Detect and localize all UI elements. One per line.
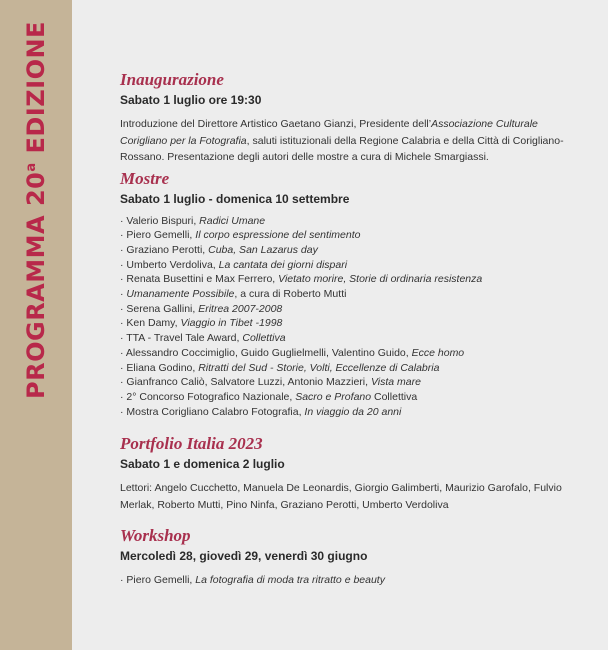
list-item bbox=[120, 228, 570, 243]
item-work-title: Collettiva bbox=[242, 332, 286, 345]
list-item bbox=[120, 243, 570, 258]
section-title: Portfolio Italia 2023 bbox=[120, 434, 263, 454]
workshop-list bbox=[120, 573, 570, 588]
association-name: Associazione Culturale Corigliano per la Fotografia bbox=[120, 118, 538, 147]
sidebar bbox=[0, 0, 72, 650]
section-description bbox=[120, 116, 570, 166]
item-author: · bbox=[120, 288, 127, 301]
section-inaugurazione bbox=[120, 70, 570, 166]
section-mostre bbox=[120, 169, 570, 420]
edition-title-end: EDIZIONE bbox=[22, 21, 50, 163]
item-work-title: Umanamente Possibile bbox=[126, 288, 235, 301]
list-item bbox=[120, 405, 570, 420]
section-date: Mercoledì 28, giovedì 29, venerdì 30 giugno bbox=[120, 549, 368, 564]
list-item bbox=[120, 316, 570, 331]
list-item bbox=[120, 272, 570, 287]
list-item bbox=[120, 390, 570, 405]
list-item bbox=[120, 346, 570, 361]
list-item bbox=[120, 375, 570, 390]
description-text: , saluti istituzionali della Regione Calabria e della Città di Corigliano-Rossano. Presentazione degli autori delle mostre a cura di Michele Smargiassi. bbox=[120, 134, 564, 163]
item-work-title: Vista mare bbox=[370, 376, 421, 389]
list-item bbox=[120, 302, 570, 317]
item-author: · Ken Damy, bbox=[120, 317, 181, 330]
item-work-title: In viaggio da 20 anni bbox=[304, 405, 402, 418]
list-item bbox=[120, 331, 570, 346]
item-author: · Valerio Bispuri, bbox=[120, 214, 200, 227]
list-item bbox=[120, 287, 570, 302]
item-work-title: Cuba, San Lazarus day bbox=[208, 243, 318, 256]
item-author: Collettiva bbox=[371, 390, 418, 403]
item-work-title: Radici Umane bbox=[199, 214, 266, 227]
item-author: · Eliana Godino, bbox=[120, 361, 199, 374]
section-portfolio bbox=[120, 434, 570, 513]
description-text: Introduzione del Direttore Artistico Gaetano Gianzi, Presidente dell’ bbox=[120, 118, 432, 130]
item-author: · Graziano Perotti, bbox=[120, 243, 209, 256]
section-title: Workshop bbox=[120, 526, 191, 546]
item-work-title: Ecce homo bbox=[411, 346, 465, 359]
item-work-title: Eritrea 2007-2008 bbox=[198, 302, 283, 315]
section-description: Lettori: Angelo Cucchetto, Manuela De Leonardis, Giorgio Galimberti, Maurizio Garofalo, Fulvio Merlak, Roberto Mutti, Pino Ninfa, Graziano Perotti, Umberto Verdoliva bbox=[120, 482, 562, 511]
list-item bbox=[120, 573, 570, 588]
exhibitions-list bbox=[120, 214, 570, 420]
item-work-title: Sacro e Profano bbox=[295, 390, 372, 403]
item-work-title: Vietato morire, Storie di ordinaria resistenza bbox=[278, 273, 483, 286]
edition-title bbox=[24, 21, 48, 399]
item-work-title: Il corpo espressione del sentimento bbox=[195, 229, 361, 242]
item-author: , a cura di Roberto Mutti bbox=[234, 288, 347, 301]
edition-title-main: PROGRAMMA 20 bbox=[22, 171, 50, 399]
item-author: · Gianfranco Caliò, Salvatore Luzzi, Antonio Mazzieri, bbox=[120, 376, 371, 389]
item-author: · Piero Gemelli, bbox=[120, 229, 196, 242]
section-date: Sabato 1 luglio ore 19:30 bbox=[120, 93, 262, 107]
list-item bbox=[120, 258, 570, 273]
list-item bbox=[120, 361, 570, 376]
item-author: · Renata Busettini e Max Ferrero, bbox=[120, 273, 279, 286]
item-author: · Umberto Verdoliva, bbox=[120, 258, 219, 271]
item-author: · Alessandro Coccimiglio, Guido Guglielmelli, Valentino Guido, bbox=[120, 346, 412, 359]
section-title: Inaugurazione bbox=[120, 70, 224, 89]
item-author: · Serena Gallini, bbox=[120, 302, 199, 315]
section-date: Sabato 1 luglio - domenica 10 settembre bbox=[120, 191, 350, 206]
section-date: Sabato 1 e domenica 2 luglio bbox=[120, 457, 285, 472]
item-author: · 2° Concorso Fotografico Nazionale, bbox=[120, 390, 296, 403]
item-work-title: La fotografia di moda tra ritratto e beauty bbox=[195, 574, 385, 587]
item-author: · Piero Gemelli, bbox=[120, 574, 196, 587]
item-author: · TTA - Travel Tale Award, bbox=[120, 332, 243, 345]
list-item bbox=[120, 214, 570, 229]
program-content bbox=[120, 70, 570, 588]
item-work-title: Viaggio in Tibet -1998 bbox=[180, 317, 283, 330]
section-title: Mostre bbox=[120, 168, 170, 188]
item-work-title: Ritratti del Sud - Storie, Volti, Eccellenze di Calabria bbox=[198, 361, 440, 374]
item-author: · Mostra Corigliano Calabro Fotografia, bbox=[120, 405, 305, 418]
section-workshop bbox=[120, 526, 570, 588]
edition-title-superscript: a bbox=[24, 162, 39, 172]
item-work-title: La cantata dei giorni dispari bbox=[218, 258, 348, 271]
